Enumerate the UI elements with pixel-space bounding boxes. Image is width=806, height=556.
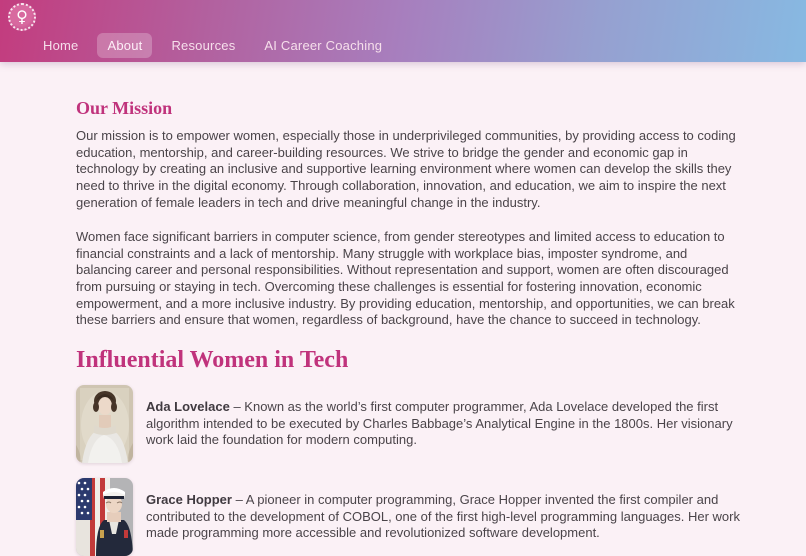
nav-item-home[interactable]: Home <box>43 38 79 53</box>
female-symbol-icon: ♀ <box>16 6 28 26</box>
mission-paragraph-1: Our mission is to empower women, especially those in underprivileged communities, by providing access to coding education, mentorship, and career-building resources. We strive to bridge the gender and economic gap in technology by creating an inclusive and supportive learning environment where women can develop the skills they need to thrive in the digital economy. Through collaboration, innovation, and education, we aim to inspire the next generation of female leaders in tech and drive meaningful change in the industry. <box>76 128 736 210</box>
site-logo[interactable] <box>8 3 36 31</box>
woman-name: Ada Lovelace <box>146 398 230 414</box>
ada-lovelace-portrait <box>76 385 133 463</box>
influential-women-heading: Influential Women in Tech <box>76 346 349 373</box>
list-item-ada-lovelace <box>76 385 742 463</box>
nav-item-resources[interactable]: Resources <box>171 38 236 53</box>
grace-hopper-photo <box>76 478 133 556</box>
woman-name: Grace Hopper <box>146 491 232 507</box>
mission-heading: Our Mission <box>76 98 173 118</box>
page-content <box>0 62 806 556</box>
site-header <box>0 0 806 62</box>
main-nav <box>33 33 806 58</box>
woman-description <box>146 492 742 542</box>
woman-bio: – Known as the world’s first computer programmer, Ada Lovelace developed the first algorithm intended to be executed by Charles Babbage’s Analytical Engine in the 1800s. Her visionary work laid the foundation for modern computing. <box>146 398 733 448</box>
list-item-grace-hopper <box>76 478 742 556</box>
nav-item-ai-career-coaching[interactable]: AI Career Coaching <box>264 38 383 53</box>
woman-description <box>146 399 742 449</box>
woman-bio: – A pioneer in computer programming, Grace Hopper invented the first compiler and contributed to the development of COBOL, one of the first high-level programming languages. Her work made programming more accessible and revolutionized software development. <box>146 491 740 541</box>
nav-item-about[interactable]: About <box>97 33 152 58</box>
mission-paragraph-2: Women face significant barriers in computer science, from gender stereotypes and limited access to education to financial constraints and a lack of mentorship. Many struggle with workplace bias, imposter syndrome, and balancing career and personal responsibilities. Without representation and support, women are often discouraged from pursuing or staying in tech. Overcoming these challenges is essential for fostering innovation, economic empowerment, and a more inclusive industry. By providing education, mentorship, and opportunities, we can break these barriers and ensure that women, regardless of background, have the chance to succeed in technology. <box>76 229 735 328</box>
